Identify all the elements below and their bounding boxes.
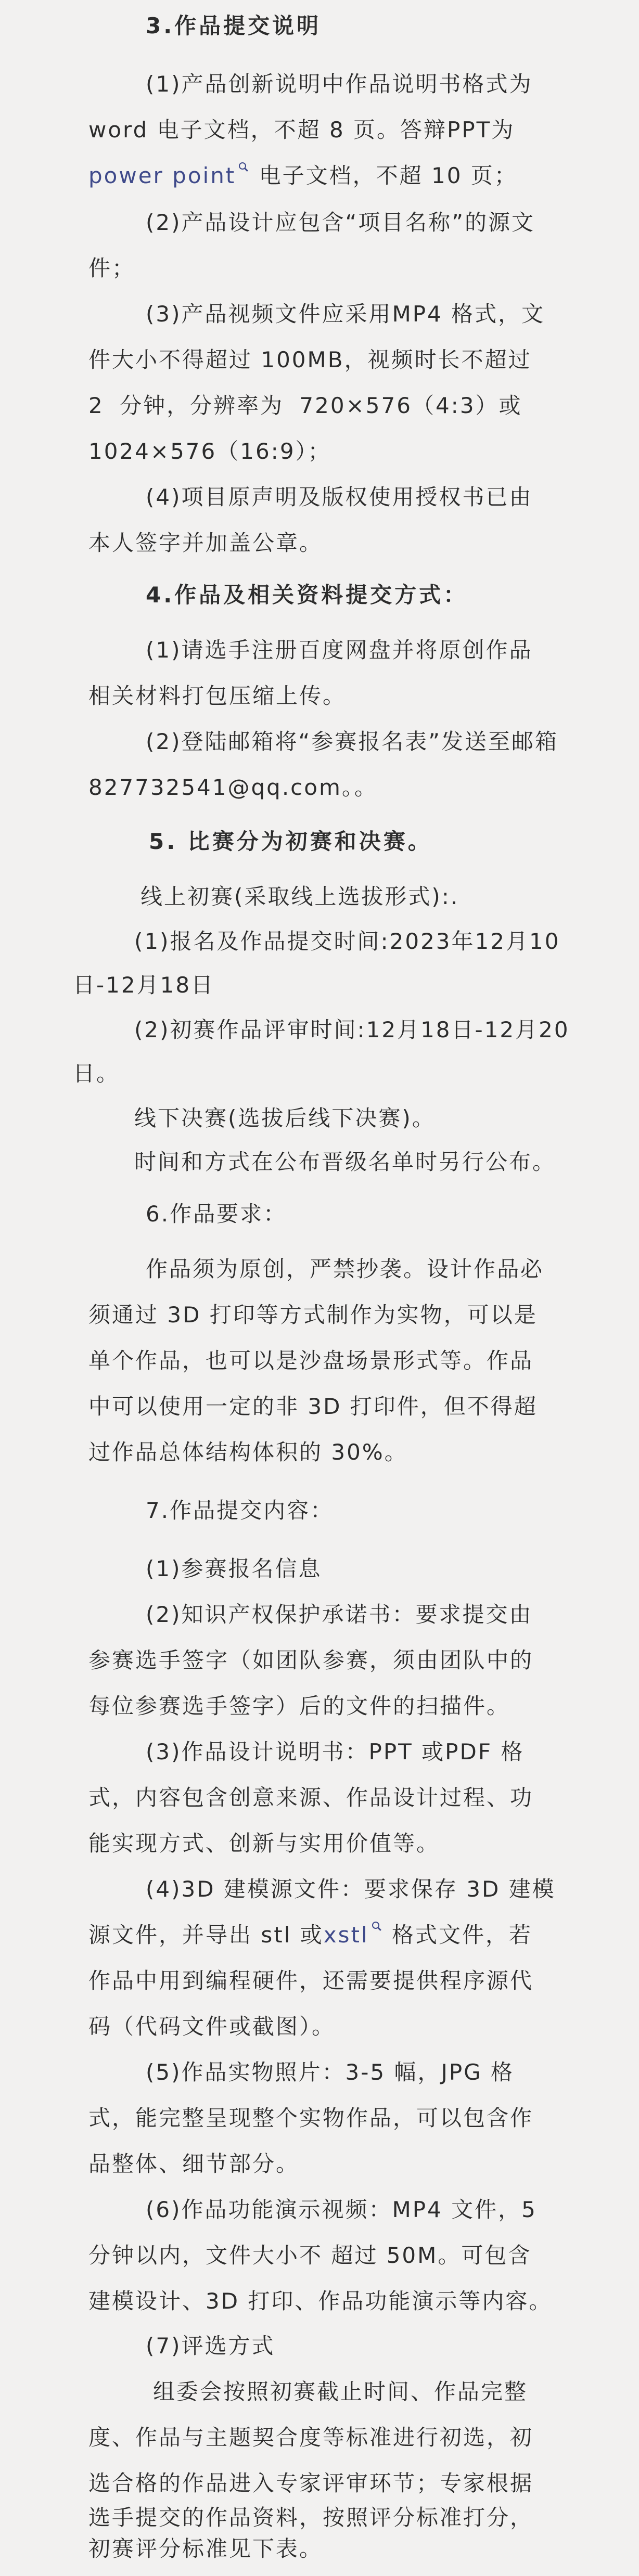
s7-p8-line5: 初赛评分标准见下表。 (88, 2536, 323, 2561)
s5-line1: 线上初赛(采取线上选拔形式):. (140, 884, 459, 909)
s5-line2: (1)报名及作品提交时间:2023年12月10 (134, 929, 560, 954)
s7-p2-line1: (2)知识产权保护承诺书：要求提交由 (146, 1602, 533, 1627)
s3-p1-line1: (1)产品创新说明中作品说明书格式为 (146, 71, 533, 97)
s4-p1-line1: (1)请选手注册百度网盘并将原创作品 (146, 637, 533, 663)
s6-line2: 须通过 3D 打印等方式制作为实物，可以是 (88, 1302, 538, 1328)
section-3-heading: 3.作品提交说明 (146, 13, 322, 38)
s5-line7: 时间和方式在公布晋级名单时另行公布。 (134, 1149, 556, 1175)
s3-p1-line3-text: 电子文档，不超 10 页； (250, 163, 518, 188)
s7-p4-line2-pre: 源文件，并导出 stl 或 (88, 1922, 324, 1948)
section-4-heading: 4.作品及相关资料提交方式： (146, 582, 468, 608)
section-7-heading: 7.作品提交内容： (146, 1498, 334, 1523)
s7-p7: (7)评选方式 (146, 2333, 275, 2359)
s7-p3-line2: 式，内容包含创意来源、作品设计过程、功 (88, 1785, 534, 1810)
s6-line1: 作品须为原创，严禁抄袭。设计作品必 (146, 1256, 544, 1282)
s7-p8-line3: 选合格的作品进入专家评审环节；专家根据 (88, 2470, 534, 2496)
s3-p1-line3 (88, 153, 518, 199)
s7-p4-line2 (88, 1912, 532, 1958)
s7-p4-line4: 码（代码文件或截图）。 (88, 2014, 336, 2039)
s5-line5: 日。 (73, 1061, 120, 1086)
s7-p5-line3: 品整体、细节部分。 (88, 2151, 300, 2176)
s7-p6-line3: 建模设计、3D 打印、作品功能演示等内容。 (88, 2288, 553, 2314)
s7-p4-line1: (4)3D 建模源文件：要求保存 3D 建模 (146, 1876, 556, 1902)
s7-p2-line2: 参赛选手签字（如团队参赛，须由团队中的 (88, 1647, 534, 1673)
s7-p8-line4: 选手提交的作品资料，按照评分标准打分， (88, 2505, 534, 2530)
power-point-link[interactable]: power point (88, 163, 236, 188)
s4-p2-line1: (2)登陆邮箱将“参赛报名表”发送至邮箱 (146, 729, 559, 754)
s5-line4: (2)初赛作品评审时间:12月18日-12月20 (134, 1017, 570, 1042)
s7-p8-line2: 度、作品与主题契合度等标准进行初选，初 (88, 2425, 534, 2450)
section-6-heading: 6.作品要求： (146, 1201, 287, 1227)
s3-p3-line3: 2 分钟，分辨率为 720×576（4:3）或 (88, 393, 522, 418)
s7-p4-line2-post: 格式文件，若 (383, 1922, 532, 1948)
s4-p2-line2: 827732541@qq.com。。 (88, 775, 378, 800)
s3-p2-line1: (2)产品设计应包含“项目名称”的源文 (146, 210, 535, 235)
s6-line5: 过作品总体结构体积的 30%。 (88, 1439, 408, 1465)
s3-p3-line1: (3)产品视频文件应采用MP4 格式，文 (146, 301, 545, 327)
s7-p1: (1)参赛报名信息 (146, 1556, 322, 1581)
section-5-heading: 5. 比赛分为初赛和决赛。 (149, 829, 432, 854)
s7-p3-line1: (3)作品设计说明书：PPT 或PDF 格 (146, 1739, 525, 1764)
s6-line3: 单个作品，也可以是沙盘场景形式等。作品 (88, 1348, 534, 1373)
s4-p1-line2: 相关材料打包压缩上传。 (88, 683, 347, 709)
s3-p3-line4: 1024×576（16:9）； (88, 439, 331, 464)
s7-p6-line1: (6)作品功能演示视频：MP4 文件，5 (146, 2197, 537, 2222)
s7-p3-line3: 能实现方式、创新与实用价值等。 (88, 1831, 440, 1856)
search-icon[interactable] (239, 162, 246, 170)
search-icon[interactable] (372, 1922, 379, 1929)
s5-line3: 日-12月18日 (73, 972, 215, 998)
s7-p2-line3: 每位参赛选手签字）后的文件的扫描件。 (88, 1693, 510, 1719)
xstl-link[interactable]: xstl (323, 1922, 369, 1948)
s7-p4-line3: 作品中用到编程硬件，还需要提供程序源代 (88, 1968, 534, 1993)
s7-p6-line2: 分钟以内，文件大小不 超过 50M。可包含 (88, 2243, 532, 2268)
s5-line6: 线下决赛(选拔后线下决赛)。 (134, 1105, 436, 1131)
s3-p3-line2: 件大小不得超过 100MB，视频时长不超过 (88, 347, 532, 372)
s3-p4-line1: (4)项目原声明及版权使用授权书已由 (146, 484, 533, 510)
s3-p1-line2: word 电子文档，不超 8 页。答辩PPT为 (88, 117, 515, 143)
s3-p2-line2: 件； (88, 255, 136, 281)
s6-line4: 中可以使用一定的非 3D 打印件，但不得超 (88, 1394, 538, 1419)
s3-p4-line2: 本人签字并加盖公章。 (88, 530, 323, 556)
s7-p5-line2: 式，能完整呈现整个实物作品，可以包含作 (88, 2105, 534, 2131)
s7-p8-line1: 组委会按照初赛截止时间、作品完整 (153, 2379, 528, 2404)
s7-p5-line1: (5)作品实物照片：3-5 幅，JPG 格 (146, 2059, 515, 2085)
